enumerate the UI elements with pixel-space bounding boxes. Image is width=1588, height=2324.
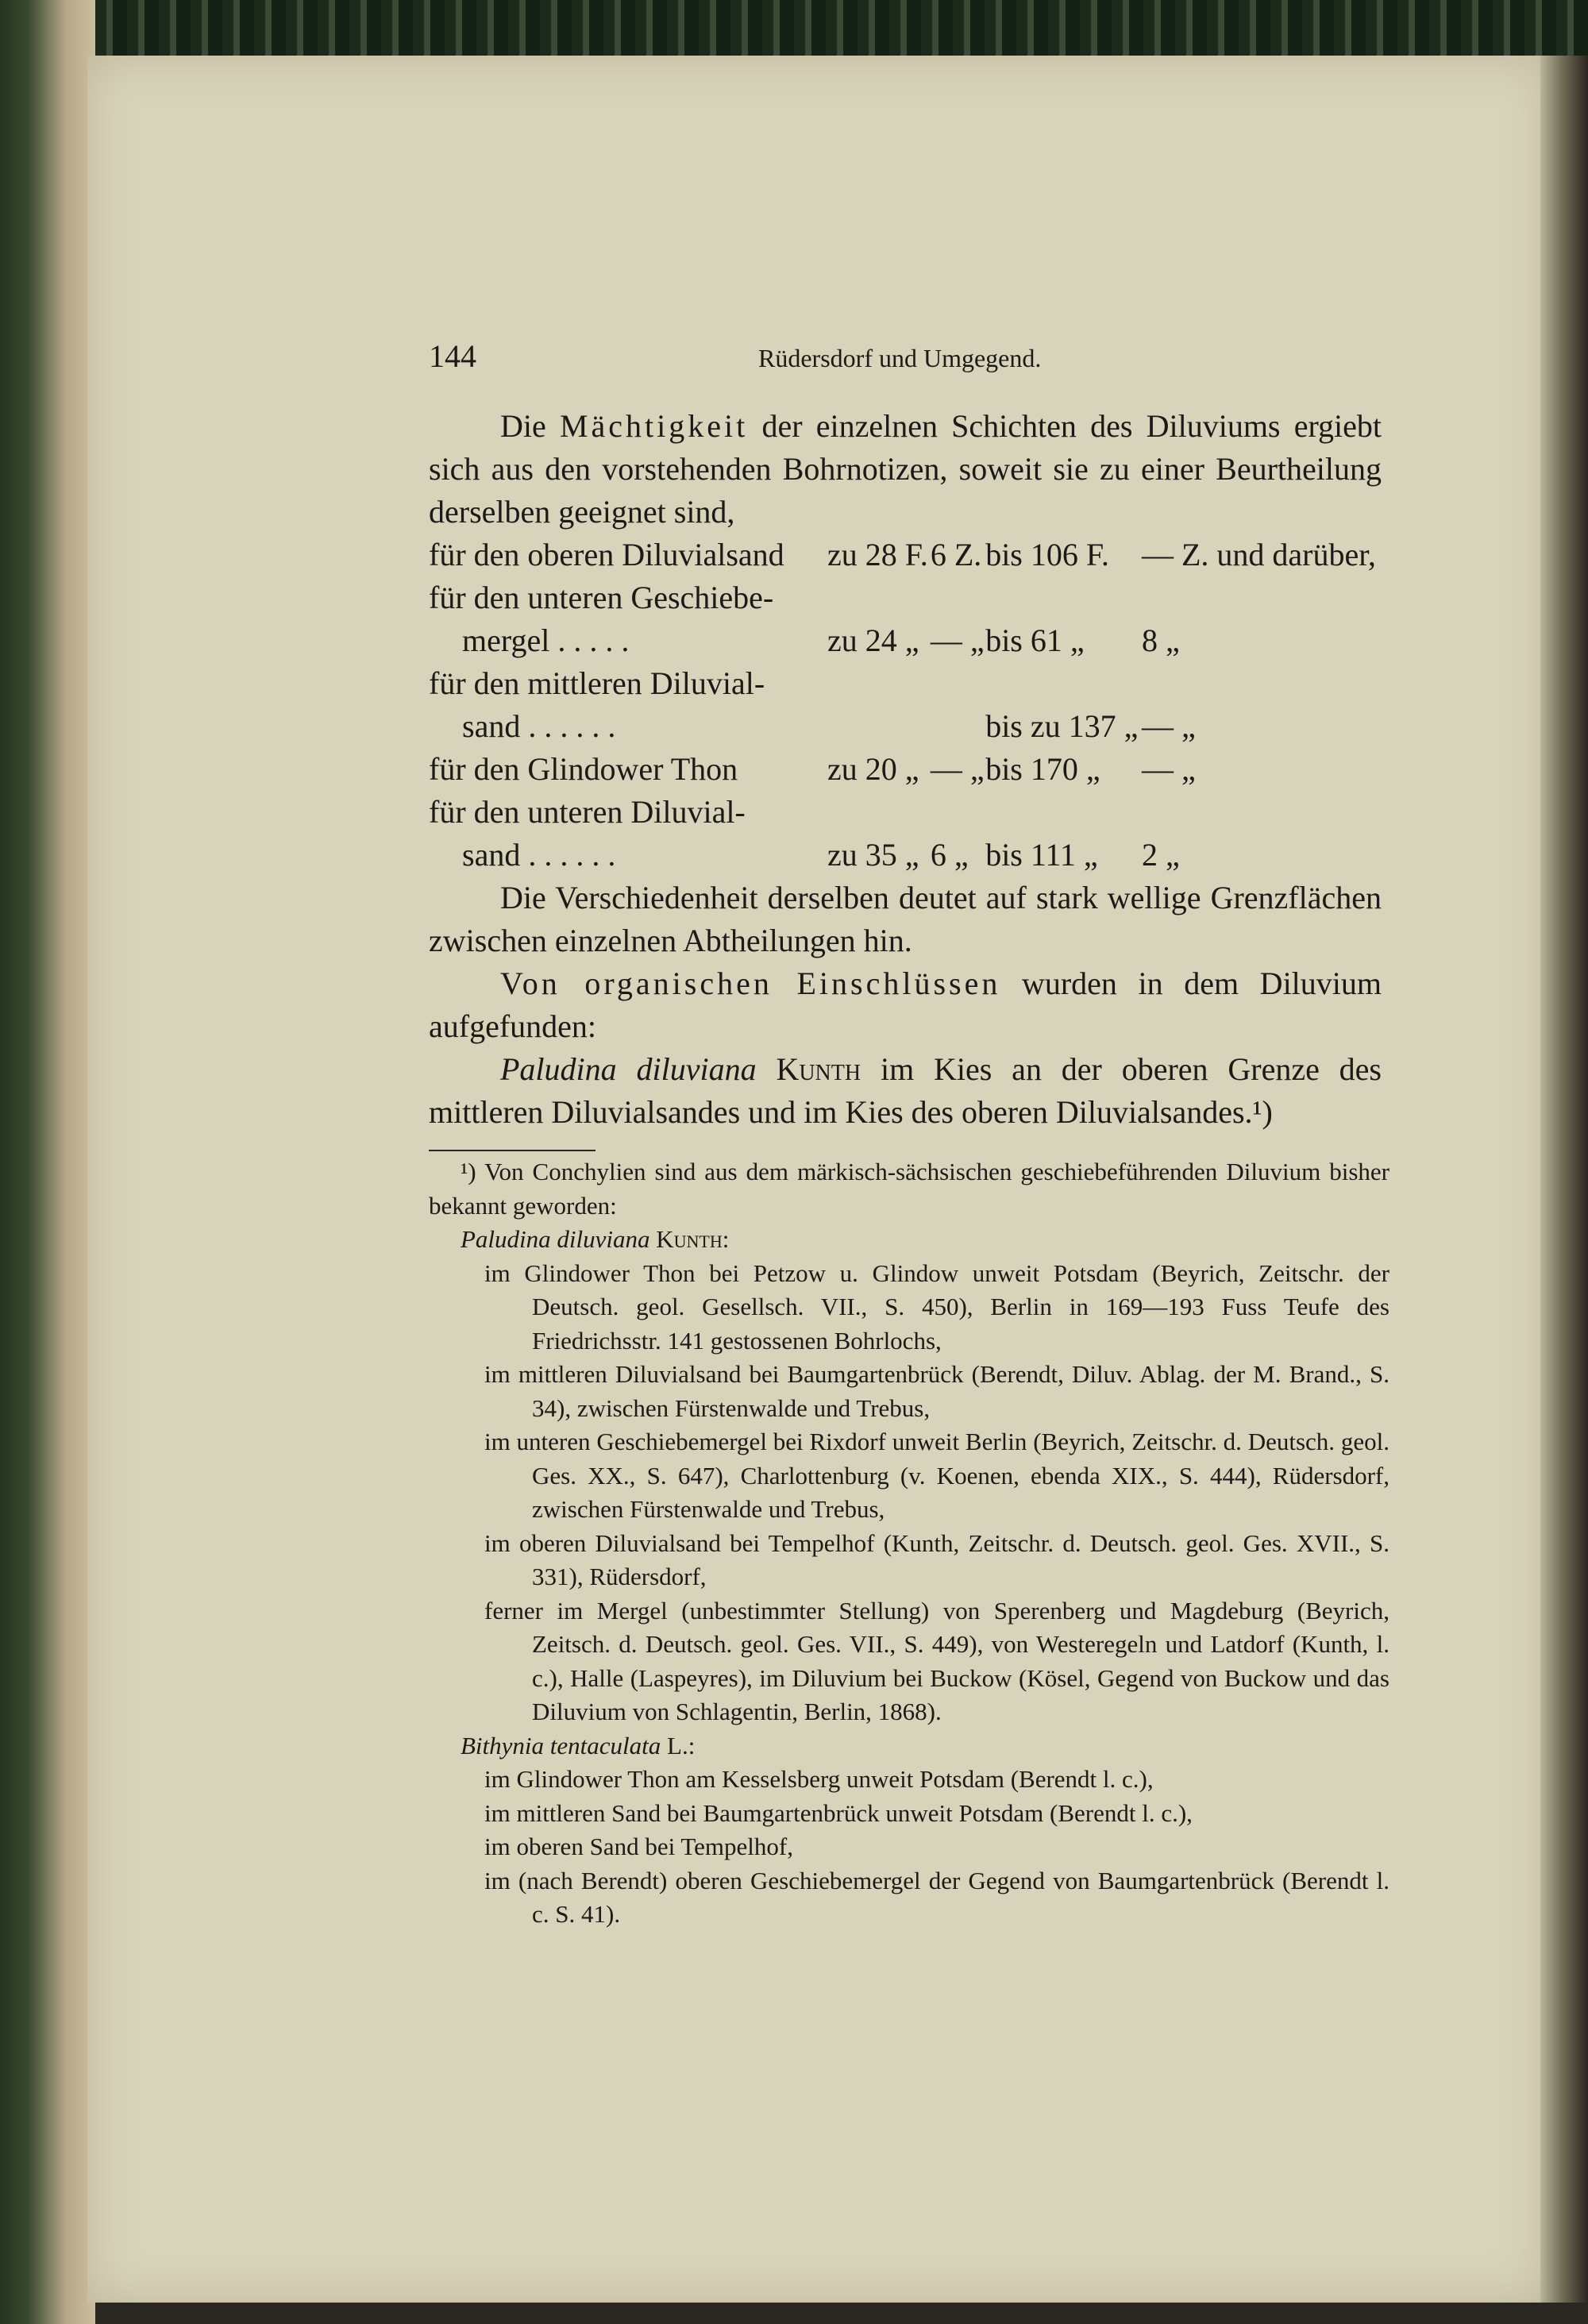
- thickness-cell-c4: 8 „: [1141, 622, 1180, 658]
- intro-emphasis: Mächtigkeit: [559, 408, 749, 444]
- thickness-cell-label: für den unteren Geschiebe-: [429, 580, 774, 615]
- thickness-cell-c2: [931, 791, 985, 834]
- intro-word: Die: [500, 408, 546, 444]
- thickness-row: [429, 576, 1382, 619]
- thickness-cell-c3: [985, 662, 1142, 705]
- thickness-cell-c2: [931, 662, 985, 705]
- footnote-species-author: Kunth:: [656, 1225, 730, 1253]
- footnote-list-bithynia: [429, 1763, 1390, 1932]
- paragraph-paludina: [429, 1048, 1382, 1134]
- thickness-cell-c1: zu 20 „: [827, 751, 919, 787]
- footnote-species-author: L.:: [667, 1731, 696, 1759]
- footnote-entry: im oberen Diluvialsand bei Tempelhof (Kunth, Zeitschr. d. Deutsch. geol. Ges. XVII., S. 331), Rüdersdorf,: [484, 1528, 1390, 1590]
- thickness-cell-c1: zu 24 „: [827, 622, 919, 658]
- footnote-species-name: Bithynia tentaculata: [461, 1731, 661, 1759]
- footnote-species-name: Paludina diluviana: [461, 1225, 650, 1253]
- thickness-cell-c4: — Z. und darüber,: [1141, 537, 1376, 572]
- thickness-table: [429, 534, 1382, 877]
- thickness-cell-c3: bis 111 „: [985, 837, 1098, 873]
- thickness-cell-c2: [931, 576, 985, 619]
- thickness-cell-c3: bis 106 F.: [985, 537, 1109, 572]
- thickness-cell-label: für den mittleren Diluvial-: [429, 665, 765, 701]
- thickness-cell-c2: 6 Z.: [930, 537, 982, 572]
- footnote-entry: ferner im Mergel (unbestimmter Stellung) von Sperenberg und Magdeburg (Beyrich, Zeitsch. d. Deutsch. geol. Ges. VII., S. 449), von Westeregeln und Latdorf (Kunth, l. c.), Halle (Laspeyres), im Diluvium bei Buckow (Kösel, Gegend von Buckow und das Diluvium von Schlagentin, Berlin, 1868).: [484, 1596, 1390, 1725]
- thickness-row: [429, 834, 1382, 877]
- main-text: [429, 405, 1382, 1134]
- thickness-cell-label: für den Glindower Thon: [429, 751, 738, 787]
- paragraph-fossils-intro: [429, 962, 1382, 1048]
- thickness-row: [429, 619, 1382, 662]
- thickness-cell-label: sand . . . . . .: [462, 708, 616, 744]
- thickness-cell-c2: [931, 705, 985, 748]
- footnote-entry: im Glindower Thon bei Petzow u. Glindow unweit Potsdam (Beyrich, Zeitschr. der Deutsch. geol. Gesellsch. VII., S. 450), Berlin in 169—193 Fuss Teufe des Friedrichsstr. 141 gestossenen Bohrlochs,: [484, 1258, 1390, 1355]
- thickness-row: [429, 748, 1382, 791]
- footnote-entry: im mittleren Diluvialsand bei Baumgartenbrück (Berendt, Diluv. Ablag. der M. Brand., S. 34), zwischen Fürstenwalde und Trebus,: [484, 1360, 1390, 1422]
- thickness-cell-c4: — „: [1141, 708, 1196, 744]
- thickness-cell-c3: bis 170 „: [985, 751, 1100, 787]
- fossils-text: wurden in dem Diluvium aufgefunden:: [429, 965, 1382, 1044]
- thickness-cell-c1: [827, 791, 931, 834]
- thickness-cell-c1: zu 28 F.: [827, 537, 928, 572]
- thickness-cell-label: sand . . . . . .: [462, 837, 616, 873]
- intro-text: der einzelnen Schichten des Diluviums ergiebt sich aus den vorstehenden Bohrnotizen, soweit sie zu einer Beurtheilung derselben geeignet sind,: [429, 408, 1382, 530]
- footnote-entry: im oberen Sand bei Tempelhof,: [484, 1833, 793, 1860]
- thickness-cell-c2: — „: [930, 622, 985, 658]
- thickness-cell-c4: — „: [1141, 751, 1196, 787]
- thickness-cell-c4: 2 „: [1141, 837, 1180, 873]
- thickness-cell-label: für den unteren Diluvial-: [429, 794, 746, 830]
- thickness-row: [429, 791, 1382, 834]
- footnote-entry: im mittleren Sand bei Baumgartenbrück unweit Potsdam (Berendt l. c.),: [484, 1798, 1193, 1827]
- footnote-list-paludina: [429, 1257, 1390, 1729]
- paragraph-boundaries: Die Verschiedenheit derselben deutet auf stark wellige Grenzflächen zwischen einzelnen Abtheilungen hin.: [429, 880, 1382, 958]
- book-spine-edge: [0, 0, 95, 2324]
- page-number: 144: [429, 338, 476, 374]
- thickness-cell-c4: [1142, 576, 1382, 619]
- thickness-cell-c3: [985, 791, 1142, 834]
- footnote-rule: [429, 1150, 596, 1151]
- thickness-cell-c1: [827, 662, 931, 705]
- footnote-entry: im unteren Geschiebemergel bei Rixdorf unweit Berlin (Beyrich, Zeitschr. d. Deutsch. geol. Ges. XX., S. 647), Charlottenburg (v. Koenen, ebenda XIX., S. 444), Rüdersdorf, zwischen Fürstenwalde und Trebus,: [484, 1428, 1390, 1523]
- footnote-species-heading: [429, 1223, 1390, 1257]
- thickness-row: [429, 705, 1382, 748]
- thickness-cell-c1: [827, 576, 931, 619]
- thickness-cell-c4: [1142, 662, 1382, 705]
- footnote: [429, 1155, 1390, 1932]
- thickness-cell-label: für den oberen Diluvialsand: [429, 537, 784, 572]
- thickness-cell-label: mergel . . . . .: [462, 622, 630, 658]
- thickness-cell-c2: 6 „: [930, 837, 969, 873]
- thickness-cell-c1: [827, 705, 931, 748]
- thickness-row: [429, 662, 1382, 705]
- species-author: Kunth: [776, 1051, 861, 1087]
- fossils-emphasis: Von organischen Einschlüssen: [500, 965, 1001, 1001]
- footnote-intro: ¹) Von Conchylien sind aus dem märkisch-sächsischen geschiebeführenden Diluvium bisher bekannt geworden:: [429, 1158, 1390, 1220]
- thickness-row: [429, 534, 1382, 576]
- page-right-edge: [1540, 56, 1588, 2303]
- book-top-edge: [0, 0, 1588, 64]
- paludina-text: im Kies an der oberen Grenze des mittleren Diluvialsandes und im Kies des oberen Diluvialsandes.¹): [429, 1051, 1382, 1130]
- thickness-cell-c3: [985, 576, 1142, 619]
- footnote-entry: im (nach Berendt) oberen Geschiebemergel der Gegend von Baumgartenbrück (Berendt l. c. S. 41).: [484, 1866, 1390, 1928]
- page-header: [429, 337, 1397, 385]
- intro-paragraph: [429, 405, 1382, 534]
- thickness-cell-c3: bis zu 137 „: [985, 708, 1139, 744]
- thickness-cell-c1: zu 35 „: [827, 837, 919, 873]
- thickness-cell-c2: — „: [930, 751, 985, 787]
- footnote-entry: im Glindower Thon am Kesselsberg unweit Potsdam (Berendt l. c.),: [484, 1765, 1154, 1793]
- footnote-species-heading: [429, 1729, 1390, 1763]
- thickness-cell-c4: [1142, 791, 1382, 834]
- running-title: Rüdersdorf und Umgegend.: [758, 344, 1042, 372]
- species-name: Paludina diluviana: [500, 1051, 757, 1087]
- thickness-cell-c3: bis 61 „: [985, 622, 1085, 658]
